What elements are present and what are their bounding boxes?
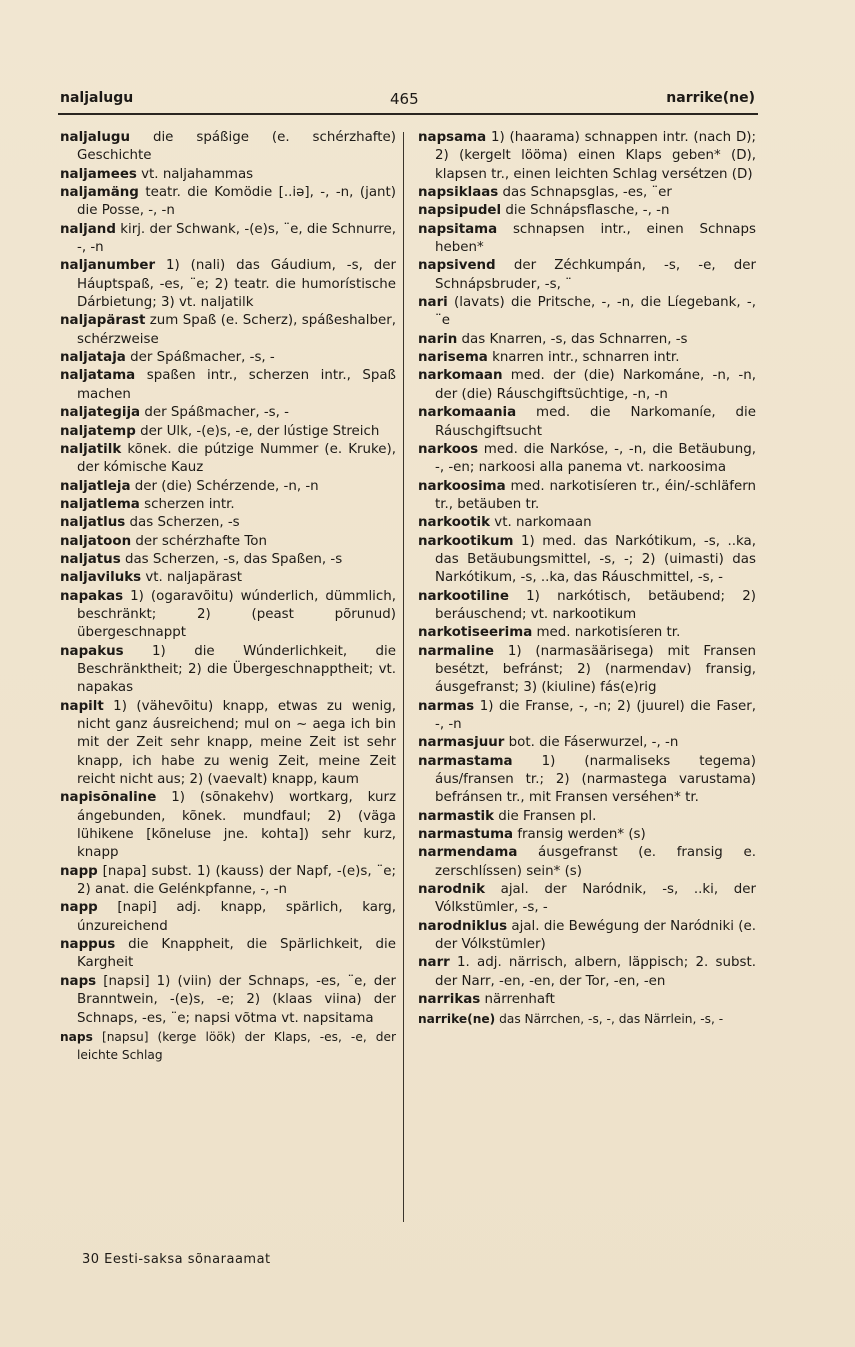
dictionary-entry xyxy=(60,533,396,551)
entry-headword: narmas xyxy=(418,698,475,714)
dictionary-entry xyxy=(60,478,396,496)
header-rule xyxy=(58,113,758,115)
entry-definition: spaßen intr., scherzen intr., Spaß machen xyxy=(77,368,396,402)
dictionary-entry xyxy=(418,826,756,844)
entry-definition: [napsu] (kerge löök) der Klaps, -es, -e, der leichte Schlag xyxy=(77,1029,396,1063)
page-footer: 30 Eesti-saksa sõnaraamat xyxy=(82,1252,271,1267)
entry-headword: narin xyxy=(418,331,458,347)
entry-definition: 1. adj. närrisch, albern, läppisch; 2. subst. der Narr, -en, -en, der Tor, -en, -en xyxy=(435,955,756,989)
dictionary-entry xyxy=(418,844,756,881)
entry-definition: med. die Narkóse, -, -n, die Betäubung, -, -en; narkoosi alla panema vt. narkoosima xyxy=(435,441,756,476)
dictionary-entry xyxy=(60,789,396,862)
dictionary-entry xyxy=(60,312,396,349)
dictionary-entry xyxy=(418,294,756,331)
dictionary-entry xyxy=(418,441,756,478)
entry-definition: [napi] adj. knapp, spärlich, karg, únzureichend xyxy=(77,900,396,934)
entry-headword: naps xyxy=(60,973,97,989)
entry-headword: narkomaania xyxy=(418,405,517,421)
column-divider xyxy=(403,132,404,1222)
dictionary-entry xyxy=(418,349,756,367)
entry-definition: (lavats) die Pritsche, -, -n, die Líegebank, -, ¨e xyxy=(435,295,756,329)
entry-headword: naljatemp xyxy=(60,423,136,439)
dictionary-entry xyxy=(418,202,756,220)
dictionary-entry xyxy=(60,936,396,973)
entry-headword: naljand xyxy=(60,221,116,237)
entry-headword: napsitama xyxy=(418,221,498,237)
entry-headword: napsama xyxy=(418,130,487,145)
dictionary-entry xyxy=(418,624,756,642)
entry-definition: zum Spaß (e. Scherz), spáßeshalber, schérzweise xyxy=(77,313,396,347)
dictionary-entry xyxy=(60,588,396,643)
entry-headword: naljatlema xyxy=(60,496,140,512)
entry-headword: naljamäng xyxy=(60,185,139,201)
dictionary-entry xyxy=(60,166,396,184)
entry-definition: das Scherzen, -s, das Spaßen, -s xyxy=(120,551,343,567)
entry-definition: fransig werden* (s) xyxy=(513,827,646,843)
entry-definition: 1) (nali) das Gáudium, -s, der Háuptspaß, -es, ¨e; 2) teatr. die humorístische Dárbietung; 3) vt. naljatilk xyxy=(77,258,396,311)
entry-definition: teatr. die Komödie [..iə], -, -n, (jant) die Posse, -, -n xyxy=(77,185,396,219)
entry-definition: kõnek. die pútzige Nummer (e. Kruke), der kómische Kauz xyxy=(77,441,396,476)
dictionary-entry xyxy=(60,569,396,587)
dictionary-entry xyxy=(60,899,396,936)
entry-definition: das Schnapsglas, -es, ¨er xyxy=(498,185,672,201)
dictionary-entry xyxy=(418,588,756,625)
entry-headword: narrike(ne) xyxy=(418,1011,496,1026)
entry-definition: das Närrchen, -s, -, das Närrlein, -s, - xyxy=(495,1011,724,1026)
entry-definition: med. narkotisíeren tr., éin/-schläfern tr., betäuben tr. xyxy=(435,478,756,512)
entry-definition: 1) (narmaliseks tegema) áus/fransen tr.; 2) (narmastega varustama) befránsen tr., mit Fransen verséhen* tr. xyxy=(435,753,756,806)
entry-headword: naljatus xyxy=(60,551,121,567)
entry-headword: narkoos xyxy=(418,441,479,457)
entry-definition: närrenhaft xyxy=(480,992,555,1008)
dictionary-entry xyxy=(60,973,396,1028)
entry-definition: 1) (sõnakehv) wortkarg, kurz ángebunden, kõnek. mundfaul; 2) (väga lühikene [kõneluse jne. kohta]) sehr kurz, knapp xyxy=(77,790,396,861)
dictionary-entry xyxy=(60,643,396,698)
entry-definition: 1) (ogaravõitu) wúnderlich, dümmlich, beschränkt; 2) (peast põrunud) übergeschnappt xyxy=(77,588,396,641)
entry-headword: naljatlus xyxy=(60,515,126,531)
dictionary-entry xyxy=(418,514,756,532)
left-column xyxy=(60,129,396,1065)
entry-definition: ajal. der Naródnik, -s, ..ki, der Vólkstümler, -s, - xyxy=(435,882,756,916)
dictionary-entry xyxy=(418,643,756,698)
entry-definition: ajal. die Bewégung der Naródniki (e. der Vólkstümler) xyxy=(435,918,756,953)
dictionary-entry xyxy=(418,257,756,294)
entry-definition: 1) (haarama) schnappen intr. (nach D); 2) (kergelt lööma) einen Klaps geben* (D), klapsen tr., einen leichten Schlag versétzen (D) xyxy=(435,130,756,182)
entry-definition: die Knappheit, die Spärlichkeit, die Kargheit xyxy=(77,937,396,971)
entry-headword: narmaline xyxy=(418,643,494,659)
entry-headword: naljataja xyxy=(60,350,126,366)
entry-definition: 1) med. das Narkótikum, -s, ..ka, das Betäubungsmittel, -s, -; 2) (uimasti) das Narkótikum, -s, ..ka, das Ráuschmittel, -s, - xyxy=(435,533,756,586)
entry-definition: vt. naljapärast xyxy=(141,570,243,586)
entry-definition: schnapsen intr., einen Schnaps heben* xyxy=(435,221,756,256)
entry-headword: napsiklaas xyxy=(418,185,499,201)
dictionary-entry xyxy=(418,331,756,349)
entry-headword: naljatoon xyxy=(60,533,132,549)
entry-headword: narkotiseerima xyxy=(418,625,533,641)
entry-headword: napakas xyxy=(60,588,124,604)
entry-definition: scherzen intr. xyxy=(139,496,235,512)
entry-definition: 1) narkótisch, betäubend; 2) beráuschend; vt. narkootikum xyxy=(435,588,756,622)
entry-definition: knarren intr., schnarren intr. xyxy=(487,350,680,366)
entry-headword: narmastuma xyxy=(418,827,514,843)
entry-headword: napakus xyxy=(60,643,124,659)
dictionary-entry xyxy=(418,753,756,808)
entry-headword: napilt xyxy=(60,698,104,714)
entry-headword: napp xyxy=(60,863,98,879)
entry-headword: naljatilk xyxy=(60,441,122,457)
entry-definition: 1) die Franse, -, -n; 2) (juurel) die Faser, -, -n xyxy=(435,698,756,732)
dictionary-entry xyxy=(60,551,396,569)
dictionary-entry xyxy=(60,129,396,166)
entry-definition: bot. die Fáserwurzel, -, -n xyxy=(504,735,679,751)
dictionary-entry xyxy=(60,1028,396,1065)
dictionary-entry xyxy=(418,734,756,752)
entry-headword: narmastama xyxy=(418,753,513,769)
entry-headword: narkootiline xyxy=(418,588,509,604)
entry-definition: med. narkotisíeren tr. xyxy=(532,625,681,641)
entry-definition: [napsi] 1) (viin) der Schnaps, -es, ¨e, der Branntwein, -(e)s, -e; 2) (klaas viina) der Schnaps, -es, ¨e; napsi võtma vt. napsitama xyxy=(77,973,396,1026)
dictionary-entry xyxy=(418,478,756,515)
entry-definition: med. der (die) Narkománe, -n, -n, der (die) Ráuschgiftsüchtige, -n, -n xyxy=(435,368,756,402)
entry-definition: der schérzhafte Ton xyxy=(131,533,267,549)
entry-definition: vt. naljahammas xyxy=(136,166,254,182)
entry-headword: narodnik xyxy=(418,882,485,898)
dictionary-entry xyxy=(418,533,756,588)
entry-definition: die Schnápsflasche, -, -n xyxy=(501,203,670,219)
entry-headword: naljamees xyxy=(60,166,137,182)
entry-headword: naljatama xyxy=(60,368,136,384)
entry-definition: áusgefranst (e. fransig e. zerschlíssen) sein* (s) xyxy=(435,845,756,879)
entry-definition: der Spáßmacher, -s, - xyxy=(125,350,275,366)
dictionary-entry xyxy=(418,954,756,991)
right-guide-word: narrike(ne) xyxy=(666,90,755,106)
entry-definition: der Ulk, -(e)s, -e, der lústige Streich xyxy=(135,423,380,439)
entry-definition: vt. narkomaan xyxy=(490,515,592,531)
entry-headword: naljapärast xyxy=(60,313,146,329)
entry-definition: die Fransen pl. xyxy=(494,808,597,824)
right-column xyxy=(418,129,756,1028)
entry-headword: naljategija xyxy=(60,405,141,421)
page-number: 465 xyxy=(390,90,419,108)
entry-headword: narmasjuur xyxy=(418,735,505,751)
dictionary-entry xyxy=(418,221,756,258)
entry-definition: der Zéchkumpán, -s, -e, der Schnápsbruder, -s, ¨ xyxy=(435,258,756,292)
dictionary-entry xyxy=(60,496,396,514)
dictionary-entry xyxy=(60,441,396,478)
entry-headword: napp xyxy=(60,900,98,916)
entry-headword: nappus xyxy=(60,937,116,953)
entry-headword: narodniklus xyxy=(418,918,508,934)
left-guide-word: naljalugu xyxy=(60,90,134,106)
dictionary-entry xyxy=(60,257,396,312)
dictionary-entry xyxy=(60,404,396,422)
entry-definition: med. die Narkomaníe, die Ráuschgiftsucht xyxy=(435,405,756,439)
entry-headword: narmendama xyxy=(418,845,518,861)
dictionary-entry xyxy=(418,367,756,404)
dictionary-entry xyxy=(60,423,396,441)
entry-definition: 1) die Wúnderlichkeit, die Beschränktheit; 2) die Übergeschnapptheit; vt. napakas xyxy=(77,643,396,696)
entry-definition: der Spáßmacher, -s, - xyxy=(140,405,289,421)
dictionary-entry xyxy=(418,918,756,955)
entry-headword: naljanumber xyxy=(60,258,156,274)
entry-headword: naljalugu xyxy=(60,130,131,145)
dictionary-entry xyxy=(418,184,756,202)
dictionary-entry xyxy=(418,991,756,1009)
entry-definition: das Scherzen, -s xyxy=(125,515,240,531)
entry-headword: narkomaan xyxy=(418,368,503,384)
page-header xyxy=(60,90,755,110)
entry-definition: 1) (narmasäärisega) mit Fransen besétzt, befránst; 2) (narmendav) fransig, áusgefranst; 3) (kiuline) fás(e)rig xyxy=(435,643,756,696)
entry-headword: narrikas xyxy=(418,992,481,1008)
dictionary-entry xyxy=(418,1010,756,1028)
entry-headword: narkoosima xyxy=(418,478,506,494)
entry-definition: das Knarren, -s, das Schnarren, -s xyxy=(457,331,688,347)
entry-headword: napsivend xyxy=(418,258,496,274)
dictionary-entry xyxy=(60,514,396,532)
dictionary-entry xyxy=(60,184,396,221)
dictionary-entry xyxy=(60,221,396,258)
dictionary-entry xyxy=(60,863,396,900)
entry-definition: der (die) Schérzende, -n, -n xyxy=(130,478,319,494)
dictionary-entry xyxy=(60,367,396,404)
entry-headword: napsipudel xyxy=(418,203,502,219)
entry-headword: nari xyxy=(418,295,448,311)
dictionary-entry xyxy=(418,129,756,184)
dictionary-entry xyxy=(418,808,756,826)
entry-headword: narisema xyxy=(418,350,488,366)
entry-headword: naljatleja xyxy=(60,478,131,494)
entry-headword: narr xyxy=(418,955,450,971)
dictionary-entry xyxy=(60,698,396,790)
entry-headword: narkootik xyxy=(418,515,491,531)
entry-definition: [napa] subst. 1) (kauss) der Napf, -(e)s, ¨e; 2) anat. die Gelénkpfanne, -, -n xyxy=(77,863,396,898)
entry-headword: narkootikum xyxy=(418,533,514,549)
entry-headword: napisõnaline xyxy=(60,790,157,806)
dictionary-entry xyxy=(418,698,756,735)
entry-definition: 1) (vähevõitu) knapp, etwas zu wenig, nicht ganz áusreichend; mul on ~ aega ich bin mit der Zeit sehr knapp, meine Zeit ist sehr knapp, ich habe zu wenig Zeit, meine Zeit reicht nicht aus; 2) (vaevalt) knapp, kaum xyxy=(77,698,396,788)
dictionary-entry xyxy=(418,404,756,441)
entry-definition: die spáßige (e. schérzhafte) Geschichte xyxy=(77,130,396,164)
entry-headword: narmastik xyxy=(418,808,495,824)
entry-headword: naps xyxy=(60,1029,93,1044)
entry-definition: kirj. der Schwank, -(e)s, ¨e, die Schnurre, -, -n xyxy=(77,221,396,256)
entry-headword: naljaviluks xyxy=(60,570,142,586)
dictionary-entry xyxy=(60,349,396,367)
dictionary-entry xyxy=(418,881,756,918)
